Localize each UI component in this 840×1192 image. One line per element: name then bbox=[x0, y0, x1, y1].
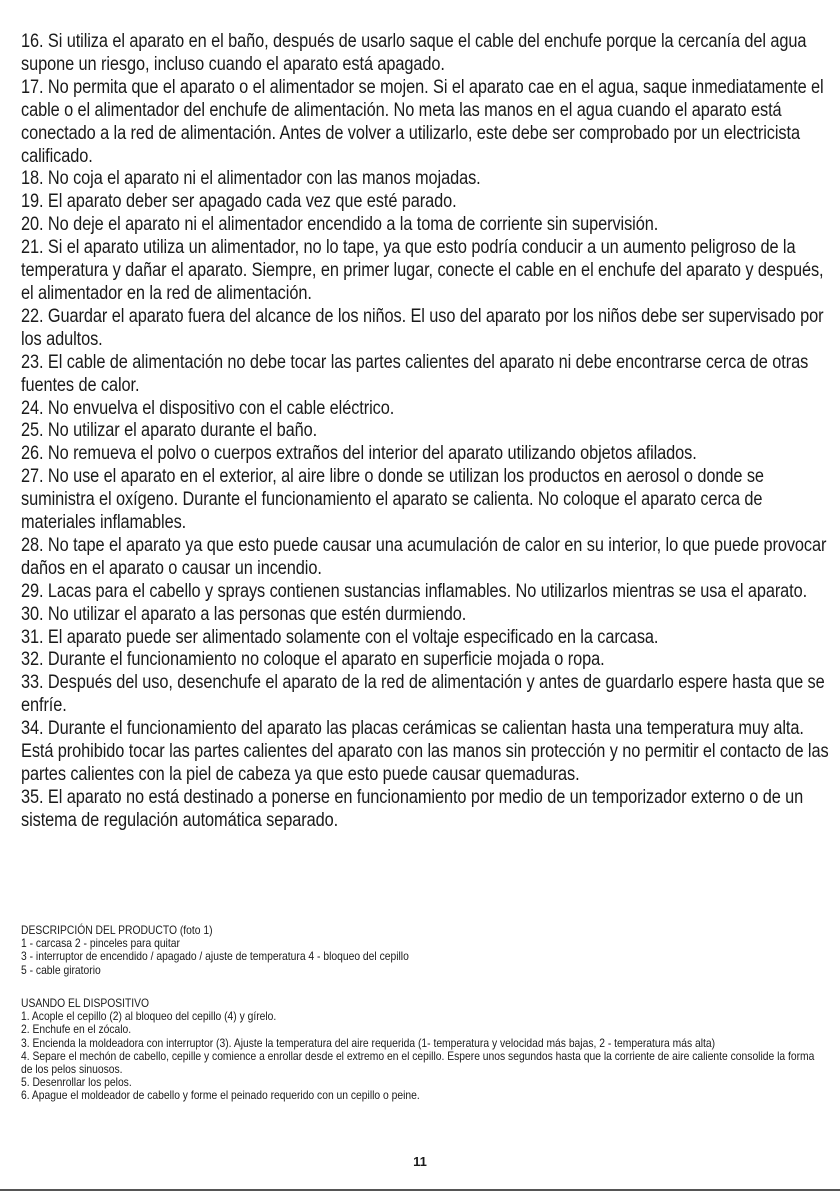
footer-divider bbox=[0, 1189, 840, 1191]
description-line: 1 - carcasa 2 - pinceles para quitar bbox=[21, 936, 180, 951]
warning-item: 33. Después del uso, desenchufe el aparato de la red de alimentación y antes de guardarlo espere hasta que se enfríe. bbox=[21, 672, 825, 717]
warning-item: 26. No remueva el polvo o cuerpos extraños del interior del aparato utilizando objetos afilados. bbox=[21, 443, 697, 465]
page-number: 11 bbox=[413, 1154, 427, 1169]
safety-warnings-list bbox=[21, 31, 833, 833]
warning-item: 22. Guardar el aparato fuera del alcance de los niños. El uso del aparato por los niños debe ser supervisado por los adultos. bbox=[21, 305, 824, 350]
warning-item: 30. No utilizar el aparato a las personas que estén durmiendo. bbox=[21, 603, 467, 625]
usage-step: 4. Separe el mechón de cabello, cepille y comience a enrollar desde el extremo en el cepillo. Espere unos segundos hasta que la corriente de aire caliente consolide la forma de los pelos sinuosos. bbox=[21, 1048, 815, 1077]
description-line: 5 - cable giratorio bbox=[21, 962, 101, 977]
warning-item: 25. No utilizar el aparato durante el baño. bbox=[21, 420, 318, 442]
product-description-section bbox=[21, 924, 821, 977]
usage-step: 5. Desenrollar los pelos. bbox=[21, 1075, 132, 1090]
warning-item: 24. No envuelva el dispositivo con el cable eléctrico. bbox=[21, 397, 395, 419]
warning-item: 23. El cable de alimentación no debe tocar las partes calientes del aparato ni debe encontrarse cerca de otras fuentes de calor. bbox=[21, 351, 809, 396]
warning-item: 29. Lacas para el cabello y sprays contienen sustancias inflamables. No utilizarlos mientras se usa el aparato. bbox=[21, 580, 808, 602]
warning-item: 34. Durante el funcionamiento del aparato las placas cerámicas se calientan hasta una temperatura muy alta. Está prohibido tocar las partes calientes del aparato con las manos sin protección y no permitir el contacto de las partes calientes con la piel de cabeza ya que esto puede causar quemaduras. bbox=[21, 718, 829, 785]
description-line: 3 - interruptor de encendido / apagado / ajuste de temperatura 4 - bloqueo del cepillo bbox=[21, 949, 409, 964]
usage-heading: USANDO EL DISPOSITIVO bbox=[21, 996, 150, 1010]
warning-item: 32. Durante el funcionamiento no coloque el aparato en superficie mojada o ropa. bbox=[21, 649, 605, 671]
usage-step: 3. Encienda la moldeadora con interruptor (3). Ajuste la temperatura del aire requerida (1- temperatura y velocidad más bajas, 2 - temperatura más alta) bbox=[21, 1035, 716, 1050]
usage-section bbox=[21, 997, 821, 1103]
warning-item: 17. No permita que el aparato o el alimentador se mojen. Si el aparato cae en el agua, saque inmediatamente el cable o el alimentador del enchufe de alimentación. No meta las manos en el agua cuando el aparato está conectado a la red de alimentación. Antes de volver a utilizarlo, este debe ser comprobado por un electricista calificado. bbox=[21, 76, 824, 167]
warning-item: 18. No coja el aparato ni el alimentador con las manos mojadas. bbox=[21, 168, 481, 190]
warning-item: 28. No tape el aparato ya que esto puede causar una acumulación de calor en su interior, lo que puede provocar daños en el aparato o causar un incendio. bbox=[21, 534, 827, 579]
usage-step: 1. Acople el cepillo (2) al bloqueo del cepillo (4) y gírelo. bbox=[21, 1009, 277, 1024]
usage-step: 2. Enchufe en el zócalo. bbox=[21, 1022, 132, 1037]
warning-item: 16. Si utiliza el aparato en el baño, después de usarlo saque el cable del enchufe porque la cercanía del agua supone un riesgo, incluso cuando el aparato está apagado. bbox=[21, 31, 807, 75]
warning-item: 35. El aparato no está destinado a ponerse en funcionamiento por medio de un temporizador externo o de un sistema de regulación automática separado. bbox=[21, 786, 804, 831]
usage-step: 6. Apague el moldeador de cabello y forme el peinado requerido con un cepillo o peine. bbox=[21, 1088, 420, 1103]
warning-item: 21. Si el aparato utiliza un alimentador, no lo tape, ya que esto podría conducir a un aumento peligroso de la temperatura y dañar el aparato. Siempre, en primer lugar, conecte el cable en el enchufe del aparato y después, el alimentador en la red de alimentación. bbox=[21, 237, 824, 304]
warning-item: 31. El aparato puede ser alimentado solamente con el voltaje especificado en la carcasa. bbox=[21, 626, 659, 648]
product-description-heading: DESCRIPCIÓN DEL PRODUCTO (foto 1) bbox=[21, 923, 213, 937]
warning-item: 19. El aparato deber ser apagado cada vez que esté parado. bbox=[21, 191, 457, 213]
warning-item: 27. No use el aparato en el exterior, al aire libre o donde se utilizan los productos en aerosol o donde se suministra el oxígeno. Durante el funcionamiento el aparato se calienta. No coloque el aparato cerca de materiales inflamables. bbox=[21, 466, 764, 534]
warning-item: 20. No deje el aparato ni el alimentador encendido a la toma de corriente sin supervisión. bbox=[21, 214, 659, 236]
